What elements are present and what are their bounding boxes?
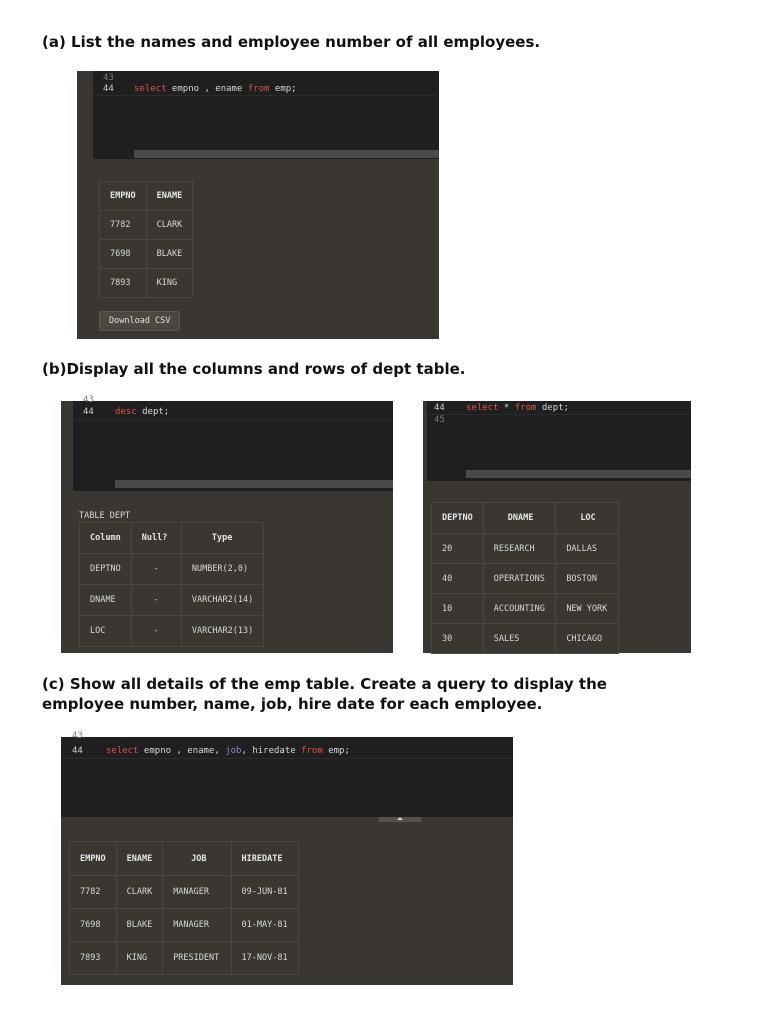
section-a-heading: (a) List the names and employee number of all employees. (42, 33, 541, 51)
column-header: Null? (131, 523, 181, 554)
table-header-row (70, 842, 299, 876)
line-number: 44 (434, 403, 445, 413)
table-cell: 01-MAY-81 (231, 909, 298, 942)
table-row (70, 876, 299, 909)
column-header: Column (80, 523, 132, 554)
table-cell: VARCHAR2(14) (181, 585, 263, 616)
table-cell: - (131, 585, 181, 616)
sql-query[interactable] (466, 403, 569, 413)
table-cell: KING (146, 269, 193, 298)
table-cell: DEPTNO (80, 554, 132, 585)
sql-editor[interactable] (61, 731, 513, 817)
current-line-highlight (427, 414, 691, 415)
column-header: LOC (556, 503, 618, 534)
line-number: 43 (103, 73, 114, 83)
line-number: 43 (72, 731, 83, 741)
table-row (100, 211, 193, 240)
sql-keyword: from (514, 403, 537, 413)
table-cell: OPERATIONS (483, 564, 556, 594)
table-row (432, 624, 619, 654)
sql-text: dept; (136, 407, 170, 417)
column-header: HIREDATE (231, 842, 298, 876)
sql-query[interactable] (134, 84, 297, 94)
screenshot-b-select (423, 401, 691, 653)
sql-query[interactable] (115, 407, 169, 417)
sql-text: * (498, 403, 515, 413)
table-cell: BLAKE (116, 909, 163, 942)
sql-keyword: from (247, 84, 270, 94)
table-row (80, 554, 264, 585)
table-cell: 09-JUN-81 (231, 876, 298, 909)
line-number: 43 (83, 395, 94, 405)
table-cell: 7698 (70, 909, 117, 942)
table-cell: NUMBER(2,0) (181, 554, 263, 585)
sql-query[interactable] (106, 746, 350, 756)
table-cell: KING (116, 942, 163, 975)
screenshot-c (61, 731, 513, 985)
table-cell: 7782 (100, 211, 147, 240)
sql-identifier: job (225, 746, 242, 756)
line-number: 44 (72, 746, 83, 756)
table-cell: PRESIDENT (163, 942, 231, 975)
horizontal-scrollbar[interactable] (115, 480, 393, 488)
sql-text: empno , ename, (138, 746, 226, 756)
table-cell: MANAGER (163, 876, 231, 909)
download-csv-button[interactable]: Download CSV (99, 311, 180, 331)
sql-editor[interactable] (93, 71, 439, 159)
table-cell: 7893 (100, 269, 147, 298)
current-line-highlight (73, 420, 393, 421)
table-cell: SALES (483, 624, 556, 654)
sql-keyword: desc (115, 407, 137, 417)
column-header: DEPTNO (432, 503, 484, 534)
sql-keyword: select (466, 403, 499, 413)
table-cell: 40 (432, 564, 484, 594)
table-cell: 7893 (70, 942, 117, 975)
table-header-row (80, 523, 264, 554)
table-cell: CLARK (146, 211, 193, 240)
sql-editor[interactable] (73, 395, 393, 491)
table-cell: 30 (432, 624, 484, 654)
table-cell: VARCHAR2(13) (181, 616, 263, 647)
table-cell: 10 (432, 594, 484, 624)
table-cell: 20 (432, 534, 484, 564)
results-table (431, 502, 619, 654)
table-row (80, 585, 264, 616)
table-cell: RESEARCH (483, 534, 556, 564)
table-row (70, 909, 299, 942)
line-number: 45 (434, 415, 445, 425)
column-header: EMPNO (70, 842, 117, 876)
table-cell: CLARK (116, 876, 163, 909)
column-header: EMPNO (100, 182, 147, 211)
screenshot-a (77, 71, 439, 339)
table-cell: - (131, 616, 181, 647)
section-c-heading: (c) Show all details of the emp table. Create a query to display the employee number, name, job, hire date for each employee. (42, 675, 607, 713)
table-cell: MANAGER (163, 909, 231, 942)
table-row (432, 564, 619, 594)
sql-keyword: from (301, 746, 323, 756)
results-table (69, 841, 299, 975)
table-cell: LOC (80, 616, 132, 647)
table-cell: BLAKE (146, 240, 193, 269)
chevron-up-icon[interactable] (397, 817, 403, 820)
table-cell: ACCOUNTING (483, 594, 556, 624)
current-line-highlight (93, 95, 439, 96)
column-header: ENAME (116, 842, 163, 876)
sql-text: empno , ename (166, 84, 248, 94)
table-cell: - (131, 554, 181, 585)
sql-text: emp; (269, 84, 297, 94)
table-cell: DNAME (80, 585, 132, 616)
table-cell: 17-NOV-81 (231, 942, 298, 975)
table-cell: NEW YORK (556, 594, 618, 624)
table-row (432, 534, 619, 564)
table-header-row (432, 503, 619, 534)
column-header: ENAME (146, 182, 193, 211)
results-table (99, 181, 193, 298)
horizontal-scrollbar[interactable] (134, 150, 439, 158)
sql-text: emp; (322, 746, 350, 756)
table-cell: DALLAS (556, 534, 618, 564)
table-cell: CHICAGO (556, 624, 618, 654)
column-header: JOB (163, 842, 231, 876)
table-cell: 7698 (100, 240, 147, 269)
table-row (100, 269, 193, 298)
current-line-highlight (61, 758, 513, 759)
sql-keyword: select (134, 84, 167, 94)
describe-table (79, 522, 264, 647)
sql-keyword: select (106, 746, 139, 756)
table-row (432, 594, 619, 624)
table-cell: 7782 (70, 876, 117, 909)
table-row (70, 942, 299, 975)
screenshot-b-desc (61, 395, 393, 653)
column-header: DNAME (483, 503, 556, 534)
sql-text: dept; (536, 403, 569, 413)
table-row (100, 240, 193, 269)
sql-text: , hiredate (241, 746, 302, 756)
table-cell: BOSTON (556, 564, 618, 594)
sql-editor[interactable] (427, 401, 691, 481)
table-row (80, 616, 264, 647)
section-b-heading: (b)Display all the columns and rows of dept table. (42, 360, 466, 378)
table-header-row (100, 182, 193, 211)
column-header: Type (181, 523, 263, 554)
table-name-label: TABLE DEPT (79, 511, 131, 521)
line-number: 44 (83, 407, 94, 417)
line-number: 44 (103, 84, 114, 94)
horizontal-scrollbar[interactable] (466, 470, 691, 478)
